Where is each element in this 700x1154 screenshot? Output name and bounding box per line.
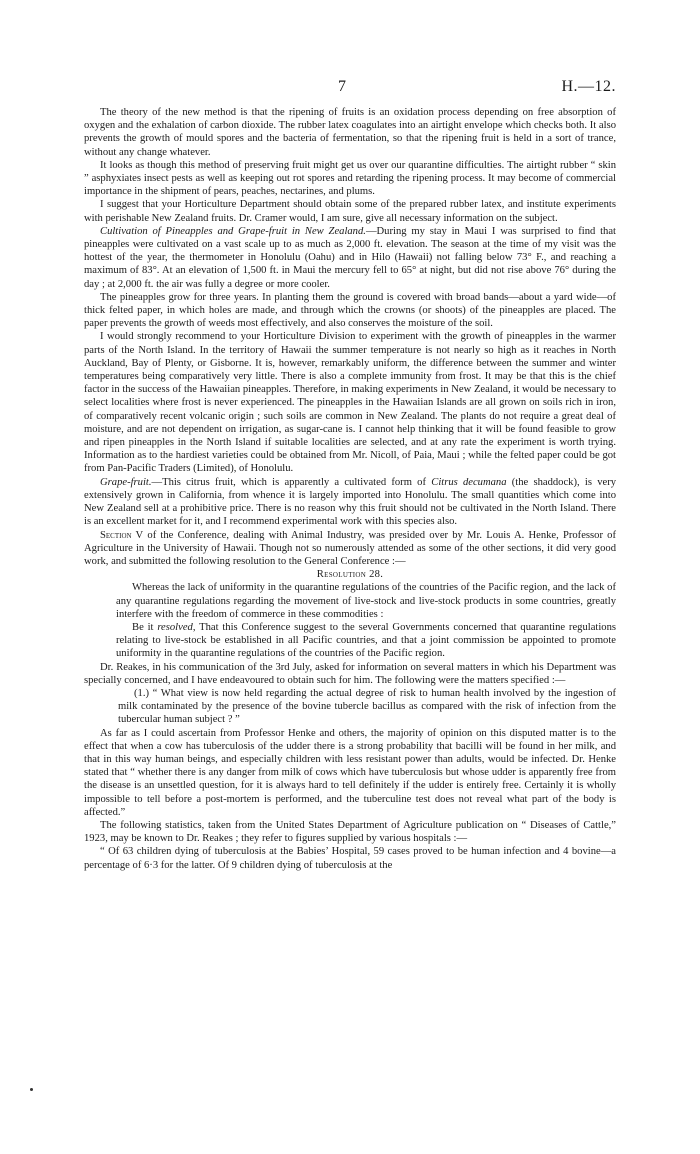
paragraph: The theory of the new method is that the ripening of fruits is an oxidation process depending on free absorption of oxygen and the exhalation of carbon dioxide. The rubber latex coagulates into an airtight envelope which checks both. It also prevents the growth of mould spores and the bacteria of fermentation, so that the ripening fruit is held in a sort of trance, without any change whatever. [84, 107, 616, 158]
resolution-paragraph [116, 621, 616, 661]
paragraph [84, 225, 616, 291]
paragraph-text: Be it [132, 621, 158, 633]
paragraph: Dr. Reakes, in his communication of the 3rd July, asked for information on several matters in which his Department was specially concerned, and I have endeavoured to obtain such for him. The following were the matters specified :— [84, 661, 616, 686]
resolution-block [84, 581, 616, 660]
species-name: Citrus decumana [431, 476, 507, 488]
section-lead: Section V [100, 529, 144, 541]
paragraph-text: , That this Conference suggest to the several Governments concerned that quarantine regulations relating to live-stock be established in all Pacific countries, and that a joint commission be appointed to promote uniformity in the quarantine regulations of the countries of the Pacific region. [116, 621, 617, 660]
paragraph: I suggest that your Horticulture Department should obtain some of the prepared rubber latex, and institute experiments with perishable New Zealand fruits. Dr. Cramer would, I am sure, give all necessary information on the subject. [84, 199, 616, 224]
document-reference: H.—12. [561, 78, 616, 95]
paragraph [84, 529, 616, 569]
paragraph [84, 476, 616, 529]
page-header [0, 80, 700, 100]
paragraph: “ Of 63 children dying of tuberculosis at the Babies’ Hospital, 59 cases proved to be human infection and 4 bovine—a percentage of 6·3 for the latter. Of 9 children dying of tuberculosis at the [84, 846, 616, 871]
paragraph: As far as I could ascertain from Professor Henke and others, the majority of opinion on this disputed matter is to the effect that when a cow has tuberculosis of the udder there is a strong probability that bacilli will be found in her milk, and that in this way human beings, and especially children with less resistant power than adults, would be infected. Dr. Henke stated that “ whether there is any danger from milk of cows which have tuberculosis but whose udder is apparently free from the disease is an unsettled question, for it is always hard to tell definitely if the udder is entirely free. Certainly it is wholly impossible to tell before a post-mortem is performed, and the tuberculine test does not reveal what part of the body is affected.” [84, 727, 616, 818]
page-body [84, 106, 616, 872]
section-heading: Grape-fruit. [100, 476, 152, 488]
resolution-title: Resolution 28. [316, 569, 384, 581]
question-paragraph: (1.) “ What view is now held regarding the actual degree of risk to human health involved by the ingestion of milk contaminated by the presence of the bovine tubercle bacillus as compared with the risk of infection from the tubercular human subject ? ” [118, 687, 616, 726]
paragraph: The pineapples grow for three years. In planting them the ground is covered with broad bands—about a yard wide—of thick felted paper, in which holes are made, and through which the crowns (or shoots) of the pineapples are placed. The paper prevents the growth of weeds most effectively, and also conserves the moisture of the soil. [84, 291, 616, 330]
margin-mark [30, 1088, 33, 1091]
question-block [84, 687, 616, 727]
paragraph-text: of the Conference, dealing with Animal Industry, was presided over by Mr. Louis A. Henke, Professor of Agriculture in the University of Hawaii. Though not so numerously attended as some of the other sections, it did very good work, and submitted the following resolution to the General Conference :— [84, 529, 616, 567]
paragraph: The following statistics, taken from the United States Department of Agriculture publication on “ Diseases of Cattle,” 1923, may be known to Dr. Reakes ; they refer to figures supplied by various hospitals :— [84, 819, 616, 845]
page-number: 7 [338, 78, 346, 95]
paragraph: It looks as though this method of preserving fruit might get us over our quarantine difficulties. The airtight rubber “ skin ” asphyxiates insect pests as well as keeping out rot spores and retarding the ripening process. It may become of commercial importance in the shipment of pears, peaches, nectarines, and plums. [84, 159, 616, 198]
resolution-paragraph: Whereas the lack of uniformity in the quarantine regulations of the countries of the Pacific region, and the lack of any quarantine regulations regarding the movement of live-stock and live-stock products in some countries, greatly interfere with the freedom of commerce in these commodities : [116, 582, 616, 620]
paragraph-text: —This citrus fruit, which is apparently a cultivated form of [151, 476, 432, 488]
paragraph-text: —During my stay in Maui I was surprised to find that pineapples were cultivated on a vast scale up to as much as 2,000 ft. elevation. The season at the time of my visit was the hottest of the year, the thermometer in Honolulu (Oahu) and in Hilo (Hawaii) not falling below 73° F., and reaching a maximum of 83°. At an elevation of 1,500 ft. in Maui the mercury fell to 65° at night, but did not rise above 76° during the day ; at 2,000 ft. the air was fully a degree or more cooler. [84, 225, 616, 290]
section-heading: Cultivation of Pineapples and Grape-fruit in New Zealand. [100, 225, 366, 237]
paragraph: I would strongly recommend to your Horticulture Division to experiment with the growth of pineapples in the warmer parts of the North Island. In the territory of Hawaii the summer temperature is not nearly so high as it reaches in North Auckland, Bay of Plenty, or Gisborne. It is, however, remarkably uniform, the difference between the summer and winter temperatures being comparatively very little. There is also a complete immunity from frost. It may be that this is the chief factor in the success of the Hawaiian pineapples. Therefore, in making experiments in New Zealand, it would be necessary to select localities where frost is never experienced. The pineapples in the Hawaiian Islands are all grown on soils rich in iron, of comparatively recent volcanic origin ; such soils are common in New Zealand. The plants do not require a great deal of moisture, and are not dependent on irrigation, as sugar-cane is. I cannot help thinking that it will be found feasible to grow and ripen pineapples in the North Island if suitable localities are selected, and at any rate the experiment is worth trying. Information as to the hardiest varieties could be obtained from Mr. Nicoll, of Paia, Maui ; while the felted paper could be got from Pan-Pacific Traders (Limited), of Honolulu. [84, 331, 616, 475]
paragraph-text: (the shaddock), is very extensively grown in California, from whence it is largely imported into Honolulu. The small quantities which come into New Zealand sell at a prohibitive price. There is no reason why this fruit should not be cultivated in the North Island. There is an excellent market for it, and I recommend experimental work with this species also. [84, 476, 617, 528]
resolved-word: resolved [157, 621, 193, 633]
